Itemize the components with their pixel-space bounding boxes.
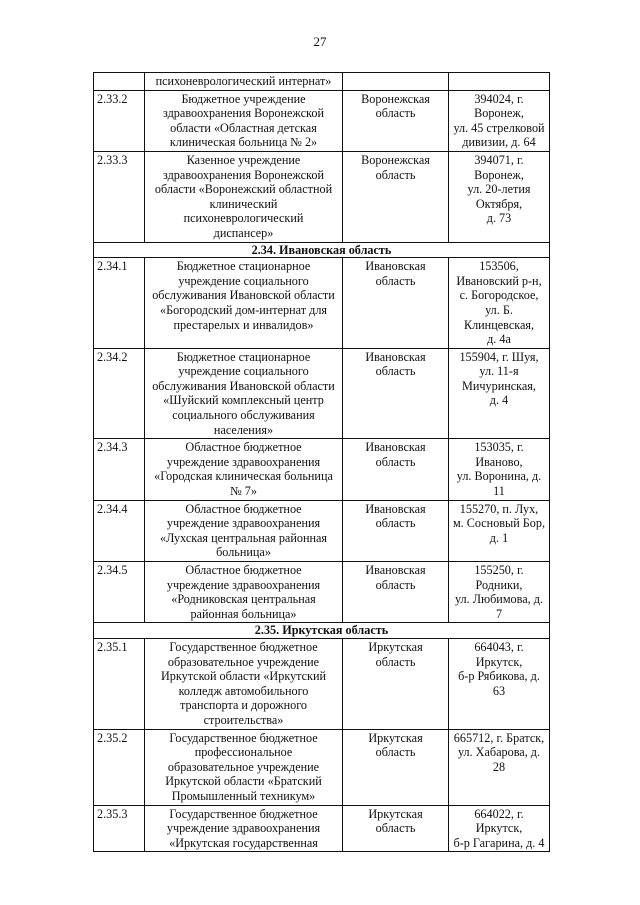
- institution-name: Областное бюджетное учреждение здравоохранения «Лухская центральная районная больница»: [145, 500, 343, 561]
- region-name: Ивановская область: [343, 439, 449, 500]
- table-row: [94, 73, 550, 91]
- region-name: Ивановская область: [343, 348, 449, 439]
- section-title: 2.35. Иркутская область: [94, 623, 550, 639]
- address: 664043, г. Иркутск, б-р Рябикова, д. 63: [449, 638, 550, 729]
- institution-name: Областное бюджетное учреждение здравоохранения «Родниковская центральная районная больница»: [145, 562, 343, 623]
- institution-name: Бюджетное учреждение здравоохранения Воронежской области «Областная детская клиническая больница № 2»: [145, 90, 343, 151]
- table-row: [94, 258, 550, 349]
- institution-name: Бюджетное стационарное учреждение социального обслуживания Ивановской области «Шуйский комплексный центр социального обслуживания населения»: [145, 348, 343, 439]
- institution-name: Казенное учреждение здравоохранения Воронежской области «Воронежский областной клинический психоневрологический диспансер»: [145, 151, 343, 242]
- region-name: Иркутская область: [343, 638, 449, 729]
- institution-name: Государственное бюджетное образовательное учреждение Иркутской области «Иркутский колледж автомобильного транспорта и дорожного строительства»: [145, 638, 343, 729]
- region-name: [343, 73, 449, 91]
- region-name: Воронежская область: [343, 151, 449, 242]
- address: 155270, п. Лух, м. Сосновый Бор, д. 1: [449, 500, 550, 561]
- table-row: [94, 562, 550, 623]
- item-number: 2.34.5: [94, 562, 145, 623]
- item-number: 2.35.1: [94, 638, 145, 729]
- table-row: [94, 500, 550, 561]
- region-name: Ивановская область: [343, 562, 449, 623]
- item-number: 2.34.4: [94, 500, 145, 561]
- table-row: [94, 805, 550, 852]
- item-number: 2.33.2: [94, 90, 145, 151]
- address: [449, 73, 550, 91]
- region-name: Ивановская область: [343, 258, 449, 349]
- item-number: 2.35.3: [94, 805, 145, 852]
- item-number: 2.34.3: [94, 439, 145, 500]
- address: 664022, г. Иркутск, б-р Гагарина, д. 4: [449, 805, 550, 852]
- address: 155250, г. Родники, ул. Любимова, д. 7: [449, 562, 550, 623]
- address: 155904, г. Шуя, ул. 11-я Мичуринская, д. 4: [449, 348, 550, 439]
- region-name: Иркутская область: [343, 805, 449, 852]
- address: 665712, г. Братск, ул. Хабарова, д. 28: [449, 729, 550, 805]
- section-header-row: [94, 623, 550, 639]
- region-name: Иркутская область: [343, 729, 449, 805]
- institution-name: Государственное бюджетное профессиональное образовательное учреждение Иркутской области «Братский Промышленный техникум»: [145, 729, 343, 805]
- address: 153506, Ивановский р-н, с. Богородское, ул. Б. Клинцевская, д. 4а: [449, 258, 550, 349]
- institution-name: Областное бюджетное учреждение здравоохранения «Городская клиническая больница № 7»: [145, 439, 343, 500]
- item-number: 2.34.2: [94, 348, 145, 439]
- item-number: 2.33.3: [94, 151, 145, 242]
- address: 394071, г. Воронеж, ул. 20-летия Октября, д. 73: [449, 151, 550, 242]
- institution-name: Государственное бюджетное учреждение здравоохранения «Иркутская государственная: [145, 805, 343, 852]
- table-row: [94, 151, 550, 242]
- table-row: [94, 729, 550, 805]
- table-row: [94, 348, 550, 439]
- section-title: 2.34. Ивановская область: [94, 242, 550, 258]
- region-name: Воронежская область: [343, 90, 449, 151]
- region-name: Ивановская область: [343, 500, 449, 561]
- table-row: [94, 638, 550, 729]
- institution-name: Бюджетное стационарное учреждение социального обслуживания Ивановской области «Богородский дом-интернат для престарелых и инвалидов»: [145, 258, 343, 349]
- item-number: [94, 73, 145, 91]
- section-header-row: [94, 242, 550, 258]
- item-number: 2.34.1: [94, 258, 145, 349]
- page-number: 27: [313, 34, 327, 49]
- institution-name: психоневрологический интернат»: [145, 73, 343, 91]
- item-number: 2.35.2: [94, 729, 145, 805]
- institutions-table: [93, 72, 550, 852]
- address: 153035, г. Иваново, ул. Воронина, д. 11: [449, 439, 550, 500]
- table-row: [94, 90, 550, 151]
- table-row: [94, 439, 550, 500]
- address: 394024, г. Воронеж, ул. 45 стрелковой дивизии, д. 64: [449, 90, 550, 151]
